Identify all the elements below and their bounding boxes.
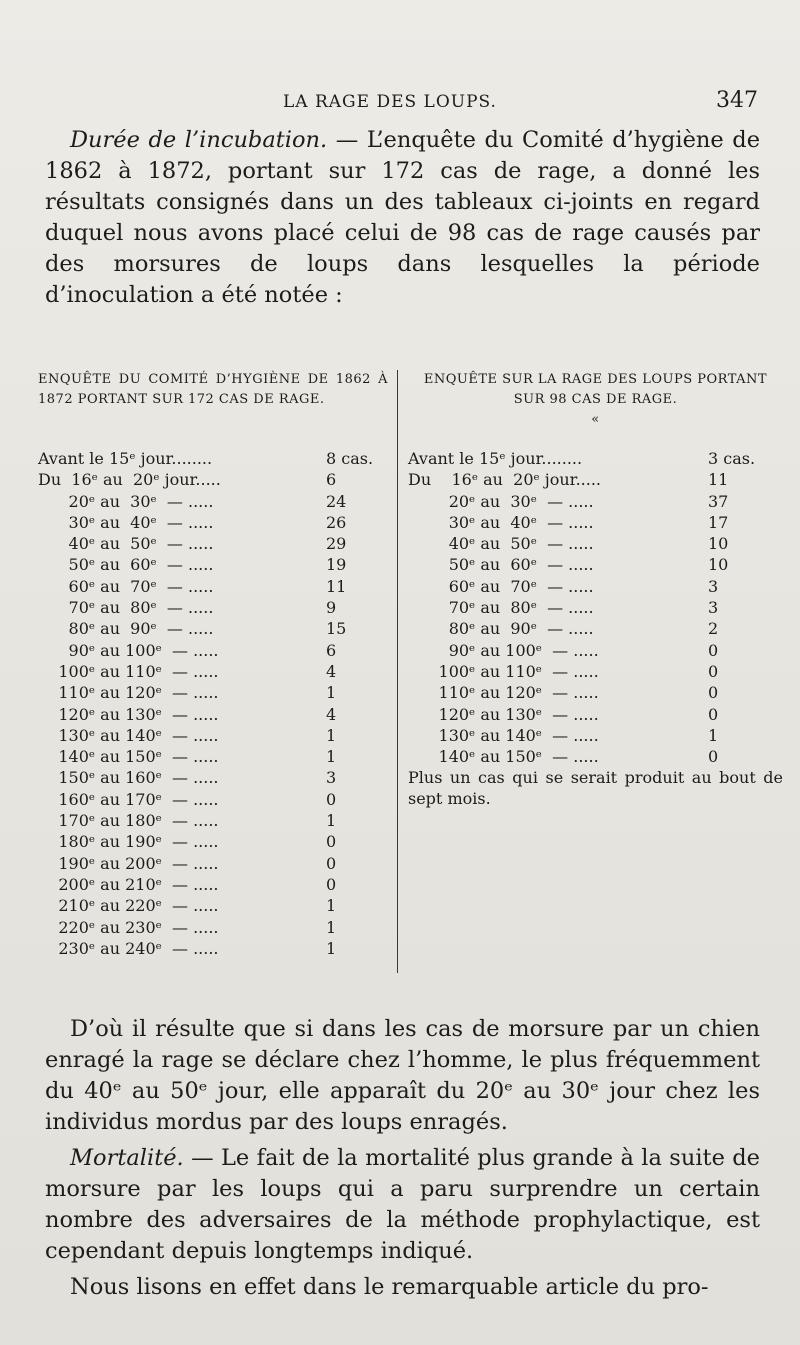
row-label: 170ᵉ au 180ᵉ — ..... xyxy=(38,811,219,831)
row-value: 1 xyxy=(326,683,337,703)
table-wolves-heading-text: ENQUÊTE SUR LA RAGE DES LOUPS PORTANT SUR 98 CAS DE RAGE. xyxy=(423,372,768,407)
row-value: 0 xyxy=(326,789,337,809)
closing-paragraph xyxy=(45,1272,760,1303)
row-label: 120ᵉ au 130ᵉ — ..... xyxy=(408,704,599,724)
row-label: 80ᵉ au 90ᵉ — ..... xyxy=(408,619,594,639)
row-value: 1 xyxy=(708,725,719,745)
table-wolves-heading xyxy=(408,370,783,432)
row-label: 70ᵉ au 80ᵉ — ..... xyxy=(408,598,594,618)
table-row xyxy=(408,640,783,661)
comparison-tables xyxy=(38,370,788,975)
table-row xyxy=(408,512,783,533)
row-label: Avant le 15ᵉ jour........ xyxy=(408,449,583,468)
table-row xyxy=(38,682,388,703)
row-label: 210ᵉ au 220ᵉ — ..... xyxy=(38,896,219,916)
row-value: 2 xyxy=(708,619,719,639)
incubation-paragraph xyxy=(45,125,760,311)
row-value: 0 xyxy=(708,747,719,767)
table-row xyxy=(408,746,783,767)
table-row xyxy=(408,576,783,597)
row-label: 90ᵉ au 100ᵉ — ..... xyxy=(38,640,219,660)
row-label: Du 16ᵉ au 20ᵉ jour..... xyxy=(408,470,601,490)
row-value: 0 xyxy=(708,640,719,660)
row-label: 60ᵉ au 70ᵉ — ..... xyxy=(38,576,214,596)
table-row xyxy=(38,810,388,831)
table-row xyxy=(38,704,388,725)
row-label: 130ᵉ au 140ᵉ — ..... xyxy=(38,725,219,745)
table-row xyxy=(38,789,388,810)
table-row xyxy=(38,533,388,554)
row-label: 110ᵉ au 120ᵉ — ..... xyxy=(38,683,219,703)
row-value: 6 xyxy=(326,470,337,490)
row-value: 3 xyxy=(708,598,719,618)
table-row xyxy=(408,469,783,490)
table-row xyxy=(38,938,388,959)
row-label: 30ᵉ au 40ᵉ — ..... xyxy=(38,512,214,532)
table-committee xyxy=(38,370,388,959)
table-row xyxy=(38,895,388,916)
table-wolves xyxy=(408,370,783,809)
row-value: 26 xyxy=(326,512,347,532)
table-row xyxy=(38,661,388,682)
table-row xyxy=(408,725,783,746)
table-committee-rows xyxy=(38,448,388,959)
table-row xyxy=(38,640,388,661)
closing-text: Nous lisons en effet dans le remarquable article du pro- xyxy=(70,1274,709,1300)
mortality-paragraph xyxy=(45,1143,760,1267)
table-wolves-note: Plus un cas qui se serait produit au bout de sept mois. xyxy=(408,768,783,809)
row-label: Du 16ᵉ au 20ᵉ jour..... xyxy=(38,470,221,490)
table-row xyxy=(38,746,388,767)
table-row xyxy=(408,597,783,618)
row-value: 3 cas. xyxy=(708,449,756,468)
row-value: 1 xyxy=(326,747,337,767)
row-label: 220ᵉ au 230ᵉ — ..... xyxy=(38,917,219,937)
row-label: 100ᵉ au 110ᵉ — ..... xyxy=(408,661,599,681)
table-row xyxy=(408,533,783,554)
row-label: 60ᵉ au 70ᵉ — ..... xyxy=(408,576,594,596)
row-value: 29 xyxy=(326,534,347,554)
table-row xyxy=(38,831,388,852)
row-value: 0 xyxy=(708,661,719,681)
mortality-text: — Le fait de la mortalité plus grande à la suite de morsure par les loups qui a paru surprendre un certain nombre des adversaires de la méthode prophylactique, est cependant depuis longtemps indiqué. xyxy=(45,1145,760,1264)
table-row xyxy=(38,917,388,938)
row-label: 200ᵉ au 210ᵉ — ..... xyxy=(38,874,219,894)
row-value: 37 xyxy=(708,491,729,511)
table-row xyxy=(408,704,783,725)
conclusion-text: D’où il résulte que si dans les cas de morsure par un chien enragé la rage se déclare chez l’homme, le plus fréquemment du 40ᵉ au 50ᵉ jour, elle apparaît du 20ᵉ au 30ᵉ jour chez les individus mordus par des loups enragés. xyxy=(45,1016,760,1135)
row-value: 1 xyxy=(326,896,337,916)
column-divider xyxy=(397,370,398,973)
row-label: 230ᵉ au 240ᵉ — ..... xyxy=(38,938,219,958)
row-value: 1 xyxy=(326,917,337,937)
row-label: 40ᵉ au 50ᵉ — ..... xyxy=(408,534,594,554)
row-value: 4 xyxy=(326,661,337,681)
row-label: 120ᵉ au 130ᵉ — ..... xyxy=(38,704,219,724)
table-row xyxy=(38,491,388,512)
table-row xyxy=(38,767,388,788)
row-label: 100ᵉ au 110ᵉ — ..... xyxy=(38,661,219,681)
table-row xyxy=(38,618,388,639)
row-value: 11 xyxy=(326,576,347,596)
table-row xyxy=(408,618,783,639)
table-row xyxy=(38,576,388,597)
row-value: 19 xyxy=(326,555,347,575)
row-value: 17 xyxy=(708,512,729,532)
row-value: 0 xyxy=(326,853,337,873)
row-label: 190ᵉ au 200ᵉ — ..... xyxy=(38,853,219,873)
row-label: 110ᵉ au 120ᵉ — ..... xyxy=(408,683,599,703)
row-label: 50ᵉ au 60ᵉ — ..... xyxy=(408,555,594,575)
table-row xyxy=(408,661,783,682)
page-header xyxy=(0,88,800,118)
row-value: 3 xyxy=(326,768,337,788)
row-label: 70ᵉ au 80ᵉ — ..... xyxy=(38,598,214,618)
row-value: 0 xyxy=(326,874,337,894)
row-value: 3 xyxy=(708,576,719,596)
running-title: LA RAGE DES LOUPS. xyxy=(283,92,497,112)
incubation-text: — L’enquête du Comité d’hygiène de 1862 à 1872, portant sur 172 cas de rage, a donné les résultats consignés dans un des tableaux ci-joints en regard duquel nous avons placé celui de 98 cas de rage causés par des morsures de loups dans lesquelles la période d’inoculation a été notée : xyxy=(45,127,761,308)
row-label: 140ᵉ au 150ᵉ — ..... xyxy=(408,747,599,767)
row-label: 40ᵉ au 50ᵉ — ..... xyxy=(38,534,214,554)
row-value: 1 xyxy=(326,725,337,745)
page-number: 347 xyxy=(716,88,758,113)
row-label: 50ᵉ au 60ᵉ — ..... xyxy=(38,555,214,575)
incubation-lead: Durée de l’incubation. xyxy=(70,127,328,153)
row-label: 180ᵉ au 190ᵉ — ..... xyxy=(38,832,219,852)
table-wolves-rows xyxy=(408,448,783,767)
row-value: 9 xyxy=(326,598,337,618)
row-value: 1 xyxy=(326,938,337,958)
row-value: 0 xyxy=(326,832,337,852)
row-value: 1 xyxy=(326,811,337,831)
row-label: Avant le 15ᵉ jour........ xyxy=(38,449,213,468)
row-label: 90ᵉ au 100ᵉ — ..... xyxy=(408,640,599,660)
row-value: 11 xyxy=(708,470,729,490)
row-label: 130ᵉ au 140ᵉ — ..... xyxy=(408,725,599,745)
table-row xyxy=(38,853,388,874)
row-value: 10 xyxy=(708,534,729,554)
table-row xyxy=(408,682,783,703)
row-label: 160ᵉ au 170ᵉ — ..... xyxy=(38,789,219,809)
row-value: 4 xyxy=(326,704,337,724)
row-label: 140ᵉ au 150ᵉ — ..... xyxy=(38,747,219,767)
row-label: 20ᵉ au 30ᵉ — ..... xyxy=(38,491,214,511)
row-value: 15 xyxy=(326,619,347,639)
table-row xyxy=(38,597,388,618)
row-label: 150ᵉ au 160ᵉ — ..... xyxy=(38,768,219,788)
table-row xyxy=(408,554,783,575)
row-label: 20ᵉ au 30ᵉ — ..... xyxy=(408,491,594,511)
table-committee-heading: ENQUÊTE DU COMITÉ D’HYGIÈNE DE 1862 À 1872 PORTANT SUR 172 CAS DE RAGE. xyxy=(38,372,388,407)
row-label: 80ᵉ au 90ᵉ — ..... xyxy=(38,619,214,639)
row-value: 0 xyxy=(708,683,719,703)
table-row xyxy=(38,874,388,895)
row-value: 10 xyxy=(708,555,729,575)
quote-mark: « xyxy=(591,412,600,427)
row-value: 8 cas. xyxy=(326,449,374,468)
row-value: 0 xyxy=(708,704,719,724)
row-value: 24 xyxy=(326,491,347,511)
table-row xyxy=(38,512,388,533)
table-row xyxy=(38,725,388,746)
table-row xyxy=(38,554,388,575)
mortality-lead: Mortalité. xyxy=(70,1145,184,1171)
table-row xyxy=(38,448,388,469)
table-row xyxy=(408,491,783,512)
conclusion-paragraph xyxy=(45,1014,760,1138)
row-label: 30ᵉ au 40ᵉ — ..... xyxy=(408,512,594,532)
table-row xyxy=(408,448,783,469)
table-row xyxy=(38,469,388,490)
row-value: 6 xyxy=(326,640,337,660)
